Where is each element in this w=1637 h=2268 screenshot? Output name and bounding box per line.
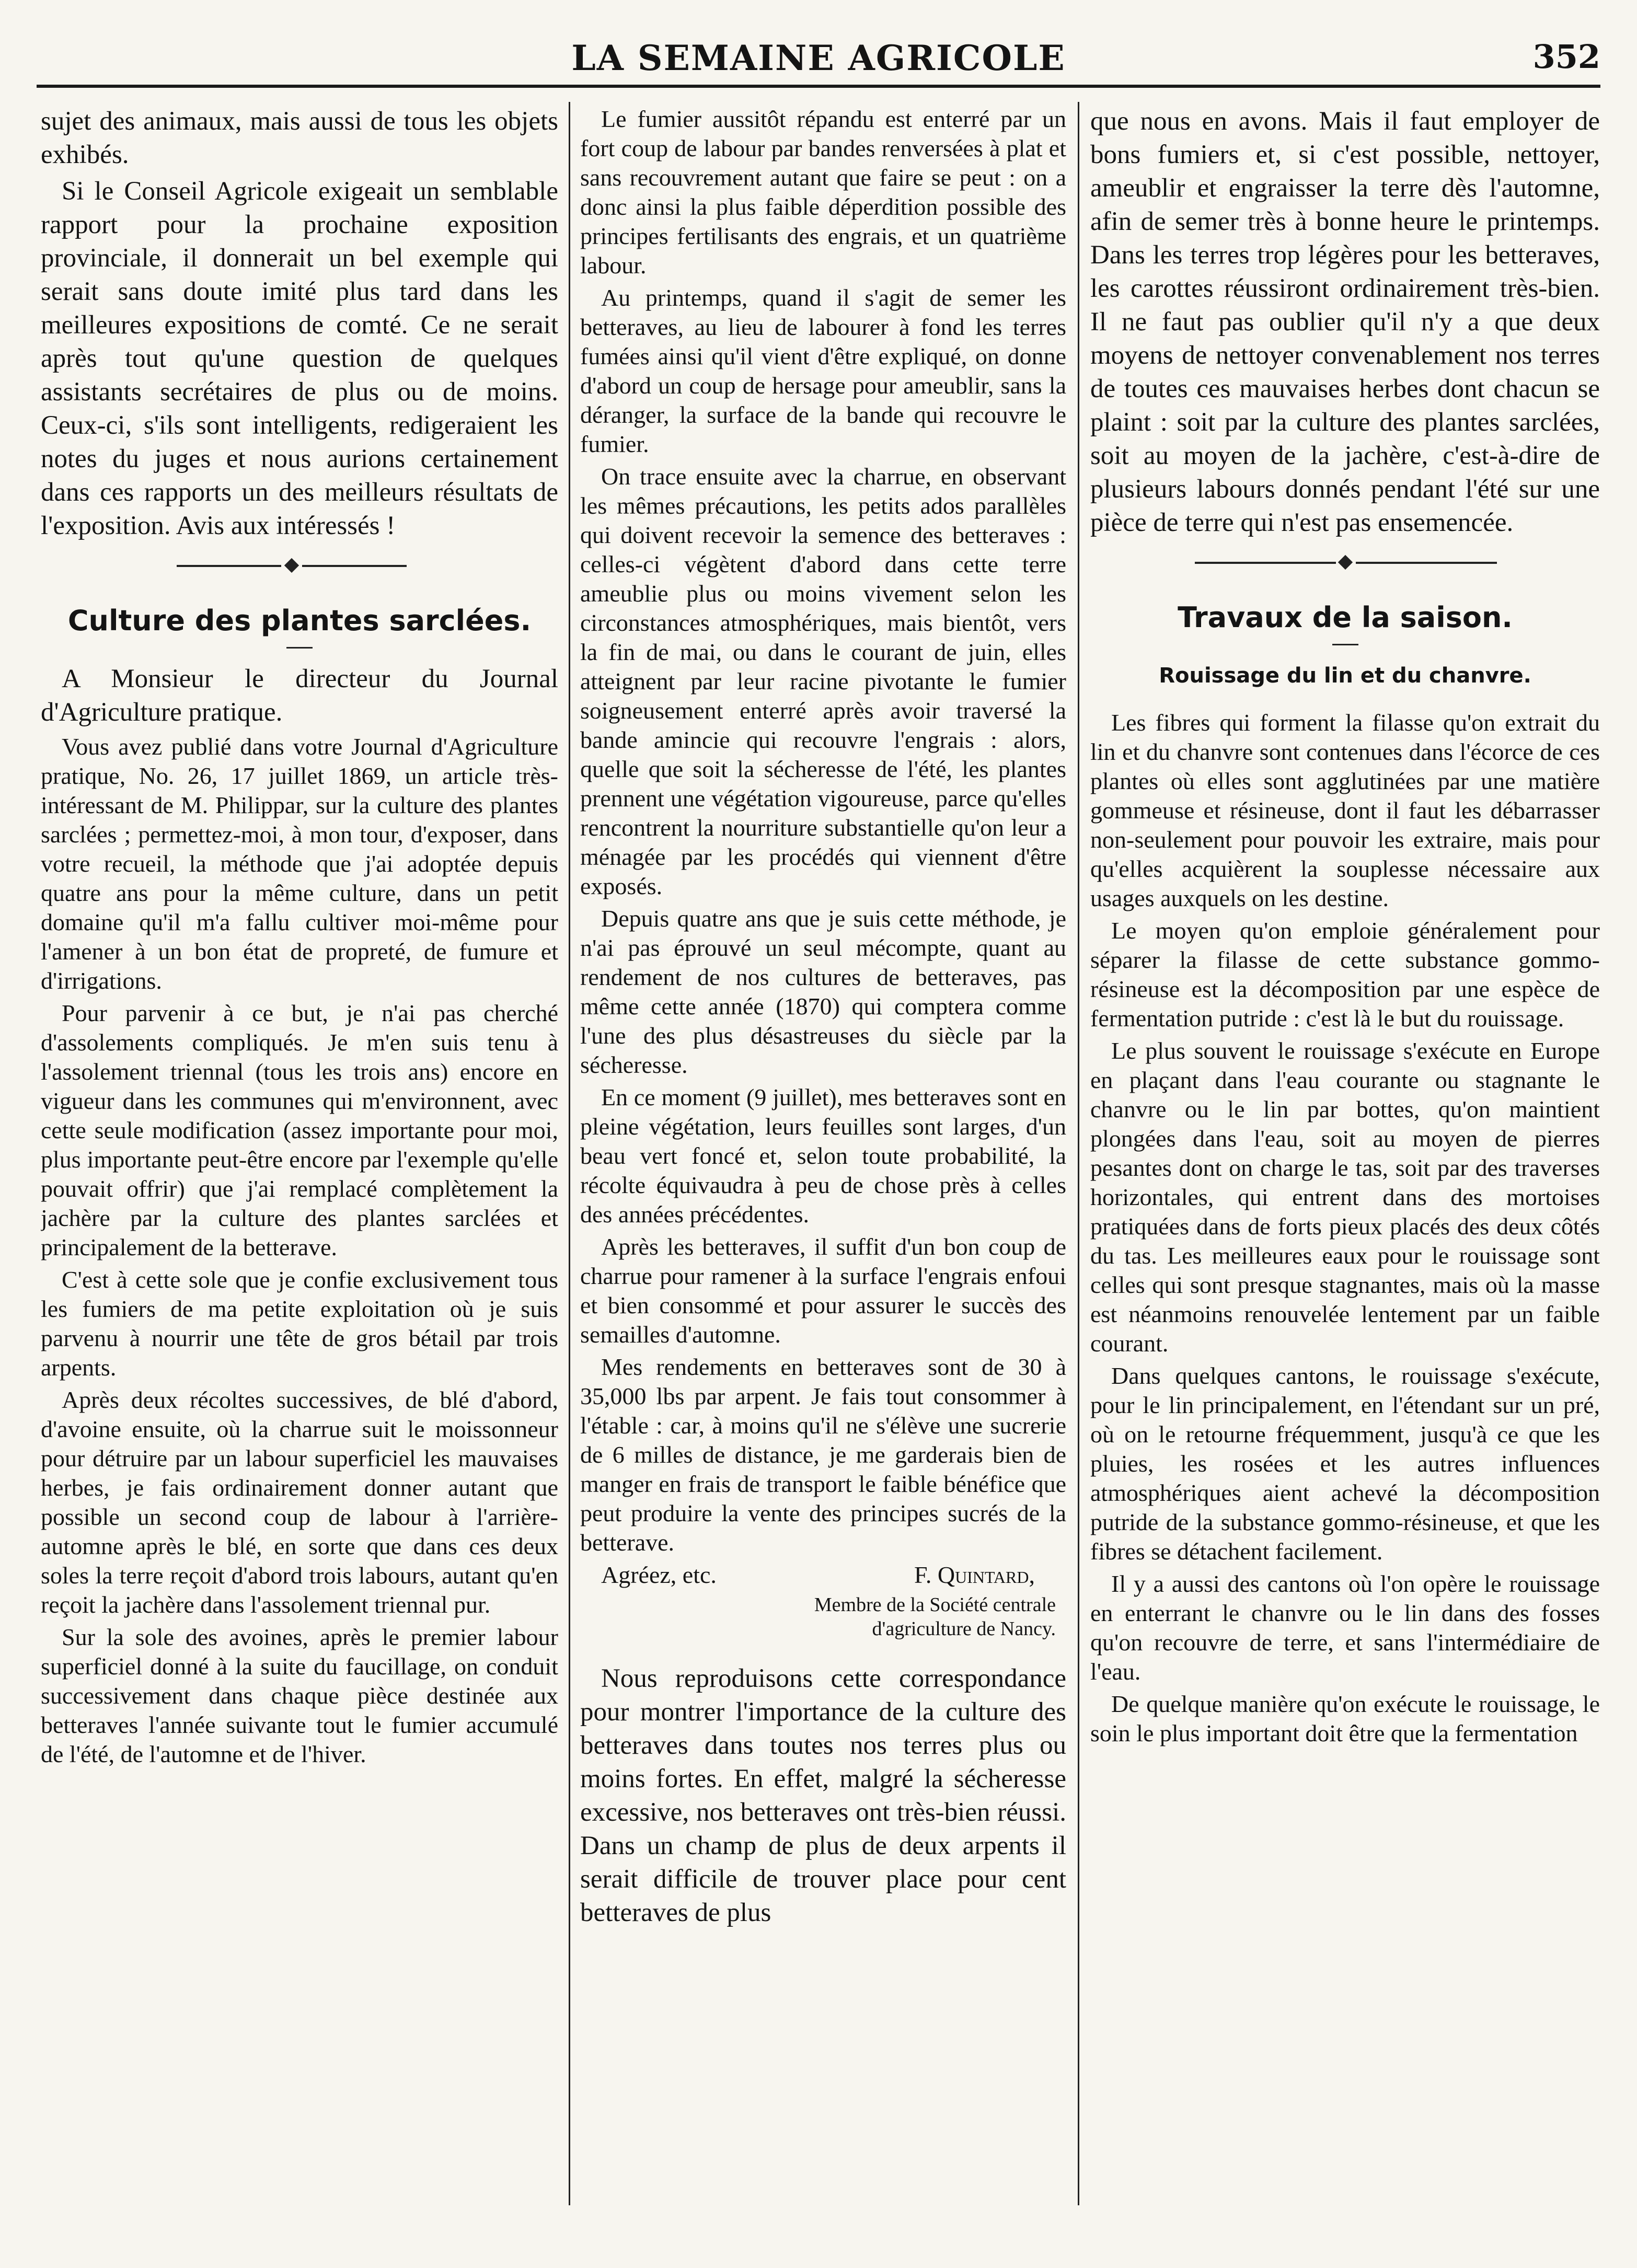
section-title: Culture des plantes sarclées.	[67, 604, 532, 637]
paragraph: Le fumier aussitôt répandu est enterré par un fort coup de labour par bandes renversées à plat et sans recouvrement autant que faire se peut : on a donc ainsi la plus faible déperdition possible des principes fertilisants des engrais, et un quatrième labour.	[580, 106, 1066, 279]
paragraph: En ce moment (9 juillet), mes betteraves sont en pleine végétation, leurs feuilles sont larges, d'un beau vert foncé et, selon toute probabilité, la récolte équivaudra à peu de chose près à celles des années précédentes.	[580, 1084, 1066, 1228]
paragraph: C'est à cette sole que je confie exclusivement tous les fumiers de ma petite exploitation où je suis parvenu à nourrir une tête de gros bétail par trois arpents.	[41, 1266, 558, 1381]
section-divider	[41, 556, 558, 575]
subsection-title: Rouissage du lin et du chanvre.	[1159, 664, 1531, 688]
affiliation	[580, 1593, 1056, 1641]
paragraph: Le plus souvent le rouissage s'exécute en Europe en plaçant dans l'eau courante ou stagnante le chanvre ou le lin par bottes, qu'on maintient plongées dans l'eau, soit au moyen de pierres pesantes dont on charge le tas, soit par des traverses horizontales, qui entrent dans des mortoises pratiquées dans de forts pieux placés des deux côtés du tas. Les meilleures eaux pour le rouissage sont celles qui sont presque stagnantes, mais où la masse est néanmoins renouvelée lentement par un faible courant.	[1090, 1037, 1600, 1357]
paragraph: Dans quelques cantons, le rouissage s'exécute, pour le lin principalement, en l'étendant sur un pré, où on le retourne fréquemment, jusqu'à ce que les pluies, les rosées et les autres influences atmosphériques aient achevé la décomposition putride de la substance gommo-résineuse, et que les fibres se détachent facilement.	[1090, 1362, 1600, 1565]
title-dash	[1332, 644, 1358, 645]
paragraph: De quelque manière qu'on exécute le rouissage, le soin le plus important doit être que la fermentation	[1090, 1691, 1600, 1746]
column-3	[1090, 105, 1600, 2200]
paragraph: Sur la sole des avoines, après le premier labour superficiel donné à la suite du faucillage, on conduit successivement dans chaque pièce destinée aux betteraves l'année suivante tout le fumier accumulé de l'été, de l'automne et de l'hiver.	[41, 1624, 558, 1767]
paragraph: Pour parvenir à ce but, je n'ai pas cherché d'assolements compliqués. Je m'en suis tenu à l'assolement triennal (tous les trois ans) encore en vigueur dans les communes qui m'environnent, avec cette seule modification (assez importante pour moi, plus importante peut-être encore par l'exemple qu'elle pouvait offrir) que j'ai remplacé complètement la jachère par la culture des plantes sarclées et principalement de la betterave.	[41, 1000, 558, 1260]
paragraph: Nous reproduisons cette correspondance pour montrer l'importance de la culture des betteraves dans toutes nos terres plus ou moins fortes. En effet, malgré la sécheresse excessive, nos betteraves ont très-bien réussi. Dans un champ de plus de deux arpents il serait difficile de trouver place pour cent betteraves de plus	[580, 1664, 1066, 1927]
paragraph: Après deux récoltes successives, de blé d'abord, d'avoine ensuite, où la charrue suit le moissonneur pour détruire par un labour superficiel les mauvaises herbes, je fais ordinairement donner autant que possible un second coup de labour à l'arrière-automne après le blé, en sorte que dans ces deux soles la terre reçoit d'abord trois labours, autant qu'en reçoit la jachère dans l'assolement triennal pur.	[41, 1386, 558, 1618]
paragraph: On trace ensuite avec la charrue, en observant les mêmes précautions, les petits ados parallèles qui doivent recevoir la semence des betteraves : celles-ci végètent d'abord dans cette terre ameublie plus ou moins vivement selon les circonstances atmosphériques, mais bientôt, vers la fin de mai, ou dans le courant de juin, elles atteignent par leur racine pivotante le fumier soigneusement enterré après avoir traversé la bande amincie qui recouvre l'engrais : alors, quelle que soit la sécheresse de l'été, les plantes prennent une végétation vigoureuse, parce qu'elles rencontrent la nourriture substantielle qu'on leur a ménagée par les procédés qui viennent d'être exposés.	[580, 463, 1066, 899]
affiliation-line: d'agriculture de Nancy.	[872, 1618, 1056, 1640]
paragraph: Le moyen qu'on emploie généralement pour séparer la filasse de cette substance gommo-résineuse est la décomposition par une espèce de fermentation putride : c'est là le but du rouissage.	[1090, 917, 1600, 1032]
closing-text: Agréez, etc.	[601, 1561, 717, 1588]
paragraph: Au printemps, quand il s'agit de semer les betteraves, au lieu de labourer à fond les terres fumées ainsi qu'il vient d'être expliqué, on donne d'abord un coup de hersage pour ameublir, sans la déranger, la surface de la bande qui recouvre le fumier.	[580, 284, 1066, 457]
paragraph: Depuis quatre ans que je suis cette méthode, je n'ai pas éprouvé un seul mécompte, quant au rendement de nos cultures de betteraves, pas même cette année (1870) qui comptera comme l'une des plus désastreuses du siècle par la sécheresse.	[580, 905, 1066, 1078]
paragraph: Si le Conseil Agricole exigeait un semblable rapport pour la prochaine exposition provinciale, il donnerait un bel exemple qui serait sans doute imité plus tard dans les meilleures expositions de comté. Ce ne serait après tout qu'une question de quelques assistants secrétaires de plus ou de moins. Ceux-ci, s'ils sont intelligents, redigeraient les notes du juges et nous aurions certainement dans ces rapports un des meilleurs résultats de l'exposition. Avis aux intéressés !	[41, 177, 558, 540]
section-divider	[1090, 553, 1600, 572]
letter-closing	[580, 1560, 1066, 1590]
salutation: A Monsieur le directeur du Journal d'Agriculture pratique.	[41, 664, 558, 727]
column-1	[41, 105, 558, 2200]
page-number: 352	[1532, 38, 1600, 76]
affiliation-line: Membre de la Société centrale	[814, 1594, 1056, 1616]
title-dash	[286, 647, 313, 649]
page-header	[37, 38, 1600, 88]
column-2	[580, 105, 1066, 2200]
signature: F. Quintard,	[914, 1561, 1035, 1588]
column-rule	[1078, 102, 1079, 2205]
paragraph: Après les betteraves, il suffit d'un bon coup de charrue pour ramener à la surface l'engrais enfoui et bien consommé et pour assurer le succès des semailles d'automne.	[580, 1233, 1066, 1348]
paragraph: Les fibres qui forment la filasse qu'on extrait du lin et du chanvre sont contenues dans l'écorce de ces plantes où elles sont agglutinées par une matière gommeuse et résineuse, dont il faut les débarrasser non-seulement pour pouvoir les extraire, mais pour qu'elles acquièrent la souplesse nécessaire aux usages auxquels on les destine.	[1090, 709, 1600, 911]
column-rule	[569, 102, 570, 2205]
paragraph: Mes rendements en betteraves sont de 30 à 35,000 lbs par arpent. Je fais tout consommer à l'étable : car, à moins qu'il ne s'élève une sucrerie de 6 milles de distance, je me garderais bien de manger en frais de transport le faible bénéfice que peut produire la vente des principes sucrés de la betterave.	[580, 1353, 1066, 1556]
paragraph: Il y a aussi des cantons où l'on opère le rouissage en enterrant le chanvre ou le lin dans des fosses qu'on recouvre de terre, et sans l'intermédiaire de l'eau.	[1090, 1570, 1600, 1685]
section-title: Travaux de la saison.	[1178, 601, 1513, 634]
paragraph: Vous avez publié dans votre Journal d'Agriculture pratique, No. 26, 17 juillet 1869, un article très-intéressant de M. Philippar, sur la culture des plantes sarclées ; permettez-moi, à mon tour, d'exposer, dans votre recueil, la méthode que j'ai adoptée depuis quatre ans pour la même culture, dans un petit domaine qu'il m'a fallu cultiver moi-même pour l'amener à un bon état de propreté, de fumure et d'irrigations.	[41, 733, 558, 994]
publication-title: LA SEMAINE AGRICOLE	[571, 38, 1066, 78]
paragraph: que nous en avons. Mais il faut employer de bons fumiers et, si c'est possible, nettoyer, ameublir et engraisser la terre dès l'automne, afin de semer très à bonne heure le printemps. Dans les terres trop légères pour les betteraves, les carottes réussiront ordinairement très-bien. Il ne faut pas oublier qu'il n'y a que deux moyens de nettoyer convenablement nos terres de toutes ces mauvaises herbes dont chacun se plaint : soit par la culture des plantes sarclées, soit au moyen de la jachère, c'est-à-dire de plusieurs labours donnés pendant l'été sur une pièce de terre qui n'est pas ensemencée.	[1090, 107, 1600, 537]
paragraph: sujet des animaux, mais aussi de tous les objets exhibés.	[41, 107, 558, 169]
